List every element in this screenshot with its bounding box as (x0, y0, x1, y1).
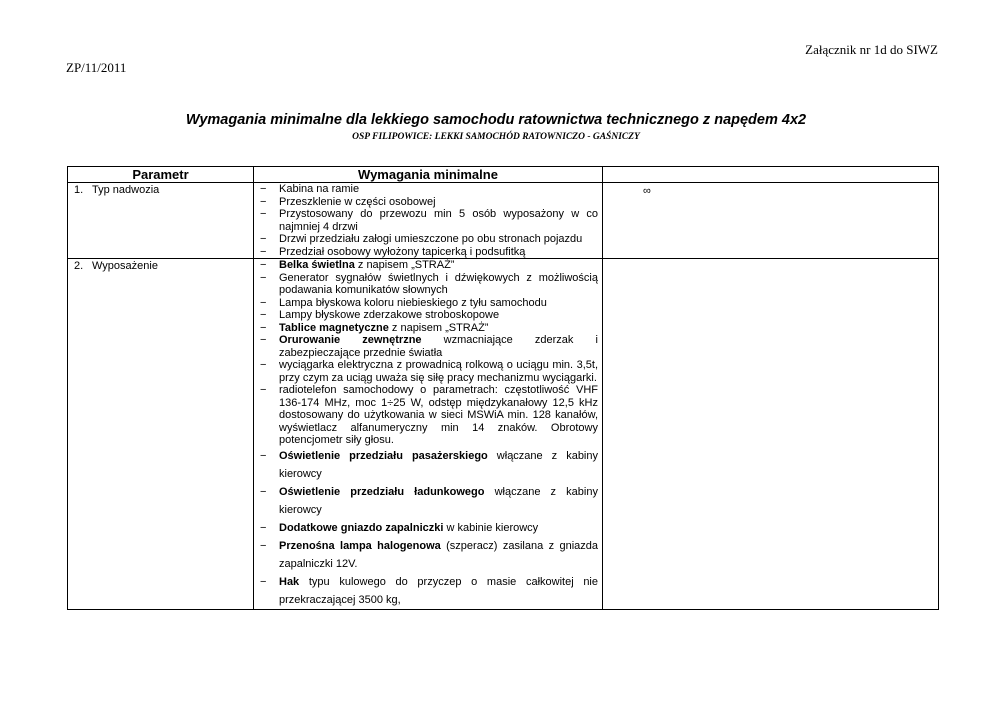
dash-bullet: − (260, 539, 267, 552)
dash-bullet: − (260, 321, 267, 334)
item-bold-text: Przenośna lampa halogenowa (279, 539, 441, 552)
param-text: Typ nadwozia (92, 184, 160, 196)
item-text: typu kulowego do przyczep o masie całkowitej nie przekraczającej 3500 kg, (279, 575, 598, 606)
dash-bullet: − (260, 309, 267, 321)
list-item (260, 259, 598, 272)
dash-bullet: − (260, 271, 267, 284)
item-text: radiotelefon samochodowy o parametrach: częstotliwość VHF 136-174 MHz, moc 1÷25 W, odstęp międzykanałowy 12,5 kHz dostosowany do użytkowania w sieci MSWiA min. 128 kanałów, wyświetlacz alfanumeryczny min 14 znaków. Obrotowy potencjometr siły głosu. (279, 384, 598, 446)
header-wymagania: Wymagania minimalne (254, 167, 603, 183)
item-text: (szperacz) zasilana z gniazda zapalniczki 12V. (279, 539, 598, 570)
document-title: Wymagania minimalne dla lekkiego samochodu ratownictwa technicznego z napędem 4x2 (185, 112, 807, 128)
param-cell (68, 183, 254, 259)
item-text: Drzwi przedziału załogi umieszczone po obu stronach pojazdu (279, 233, 583, 245)
annex-label: Załącznik nr 1d do SIWZ (805, 42, 938, 57)
dash-bullet: − (260, 296, 267, 309)
item-bold-text: Oświetlenie przedziału pasażerskiego (279, 449, 488, 462)
infinity-symbol: ∞ (643, 185, 651, 197)
table-header-row (68, 167, 939, 183)
extra-cell (603, 183, 939, 259)
extra-cell (603, 259, 939, 610)
param-cell (68, 259, 254, 610)
item-bold-text: Belka świetlna (279, 259, 355, 271)
list-item (260, 309, 598, 322)
dash-bullet: − (260, 208, 267, 220)
param-label (68, 259, 253, 273)
item-text: wyciągarka elektryczna z prowadnicą rolkową o uciągu min. 3,5t, przy czym za uciąg uważa się siłę pracy mechanizmu wyciągarki. (279, 359, 598, 384)
dash-bullet: − (260, 195, 267, 208)
list-item (260, 208, 598, 233)
table-row (68, 259, 939, 610)
header-empty (603, 167, 939, 183)
list-item (260, 196, 598, 209)
list-item (260, 573, 598, 609)
dash-bullet: − (260, 485, 267, 498)
item-bold-text: Orurowanie zewnętrzne (279, 334, 422, 346)
list-item (260, 297, 598, 310)
reference-number: ZP/11/2011 (66, 60, 127, 75)
item-text: w kabinie kierowcy (443, 521, 539, 534)
param-label (68, 183, 253, 197)
document-subtitle: OSP FILIPOWICE: LEKKI SAMOCHÓD RATOWNICZO - GAŚNICZY (352, 132, 640, 142)
list-item (260, 384, 598, 447)
item-text: Lampa błyskowa koloru niebieskiego z tyłu samochodu (279, 296, 547, 309)
item-text: Przystosowany do przewozu min 5 osób wyposażony w co najmniej 4 drzwi (279, 208, 598, 233)
param-number: 1. (74, 184, 84, 196)
list-item (260, 272, 598, 297)
list-item (260, 322, 598, 335)
dash-bullet: − (260, 334, 267, 346)
list-item (260, 246, 598, 259)
item-bold-text: Tablice magnetyczne (279, 321, 389, 334)
list-item (260, 183, 598, 196)
dash-bullet: − (260, 575, 267, 588)
item-text: Kabina na ramie (279, 183, 360, 195)
item-bold-text: Oświetlenie przedziału ładunkowego (279, 485, 485, 498)
dash-bullet: − (260, 245, 267, 258)
list-item (260, 447, 598, 483)
list-item (260, 359, 598, 384)
item-bold-text: Dodatkowe gniazdo zapalniczki (279, 521, 444, 534)
item-text: wzmacniające zderzak i zabezpieczające przednie światła (279, 334, 598, 359)
list-item (260, 537, 598, 573)
item-text: z napisem „STRAŻ” (354, 259, 455, 271)
item-text: Przeszklenie w części osobowej (279, 195, 436, 208)
item-text: włączane z kabiny kierowcy (279, 449, 598, 480)
item-text: Lampy błyskowe zderzakowe stroboskopowe (279, 309, 500, 321)
dash-bullet: − (260, 521, 267, 534)
dash-bullet: − (260, 183, 267, 195)
item-text: Generator sygnałów świetlnych i dźwiękowych z możliwością podawania komunikatów słownych (279, 271, 598, 296)
requirements-cell (254, 259, 603, 610)
requirements-cell (254, 183, 603, 259)
list-item (260, 233, 598, 246)
list-item (260, 334, 598, 359)
requirements-list (254, 259, 602, 609)
param-number: 2. (74, 260, 84, 272)
dash-bullet: − (260, 384, 267, 396)
param-text: Wyposażenie (92, 260, 158, 272)
requirements-list (254, 183, 602, 258)
item-text: z napisem „STRAŻ” (388, 321, 489, 334)
infinity-symbol (603, 259, 938, 261)
list-item (260, 483, 598, 519)
dash-bullet: − (260, 259, 267, 271)
dash-bullet: − (260, 449, 267, 462)
dash-bullet: − (260, 359, 267, 371)
item-bold-text: Hak (279, 575, 300, 588)
dash-bullet: − (260, 233, 267, 245)
header-parametr: Parametr (68, 167, 254, 183)
item-text: włączane z kabiny kierowcy (279, 485, 598, 516)
item-text: Przedział osobowy wyłożony tapicerką i podsufitką (279, 245, 526, 258)
requirements-table (67, 166, 939, 610)
list-item (260, 519, 598, 537)
table-row (68, 183, 939, 259)
